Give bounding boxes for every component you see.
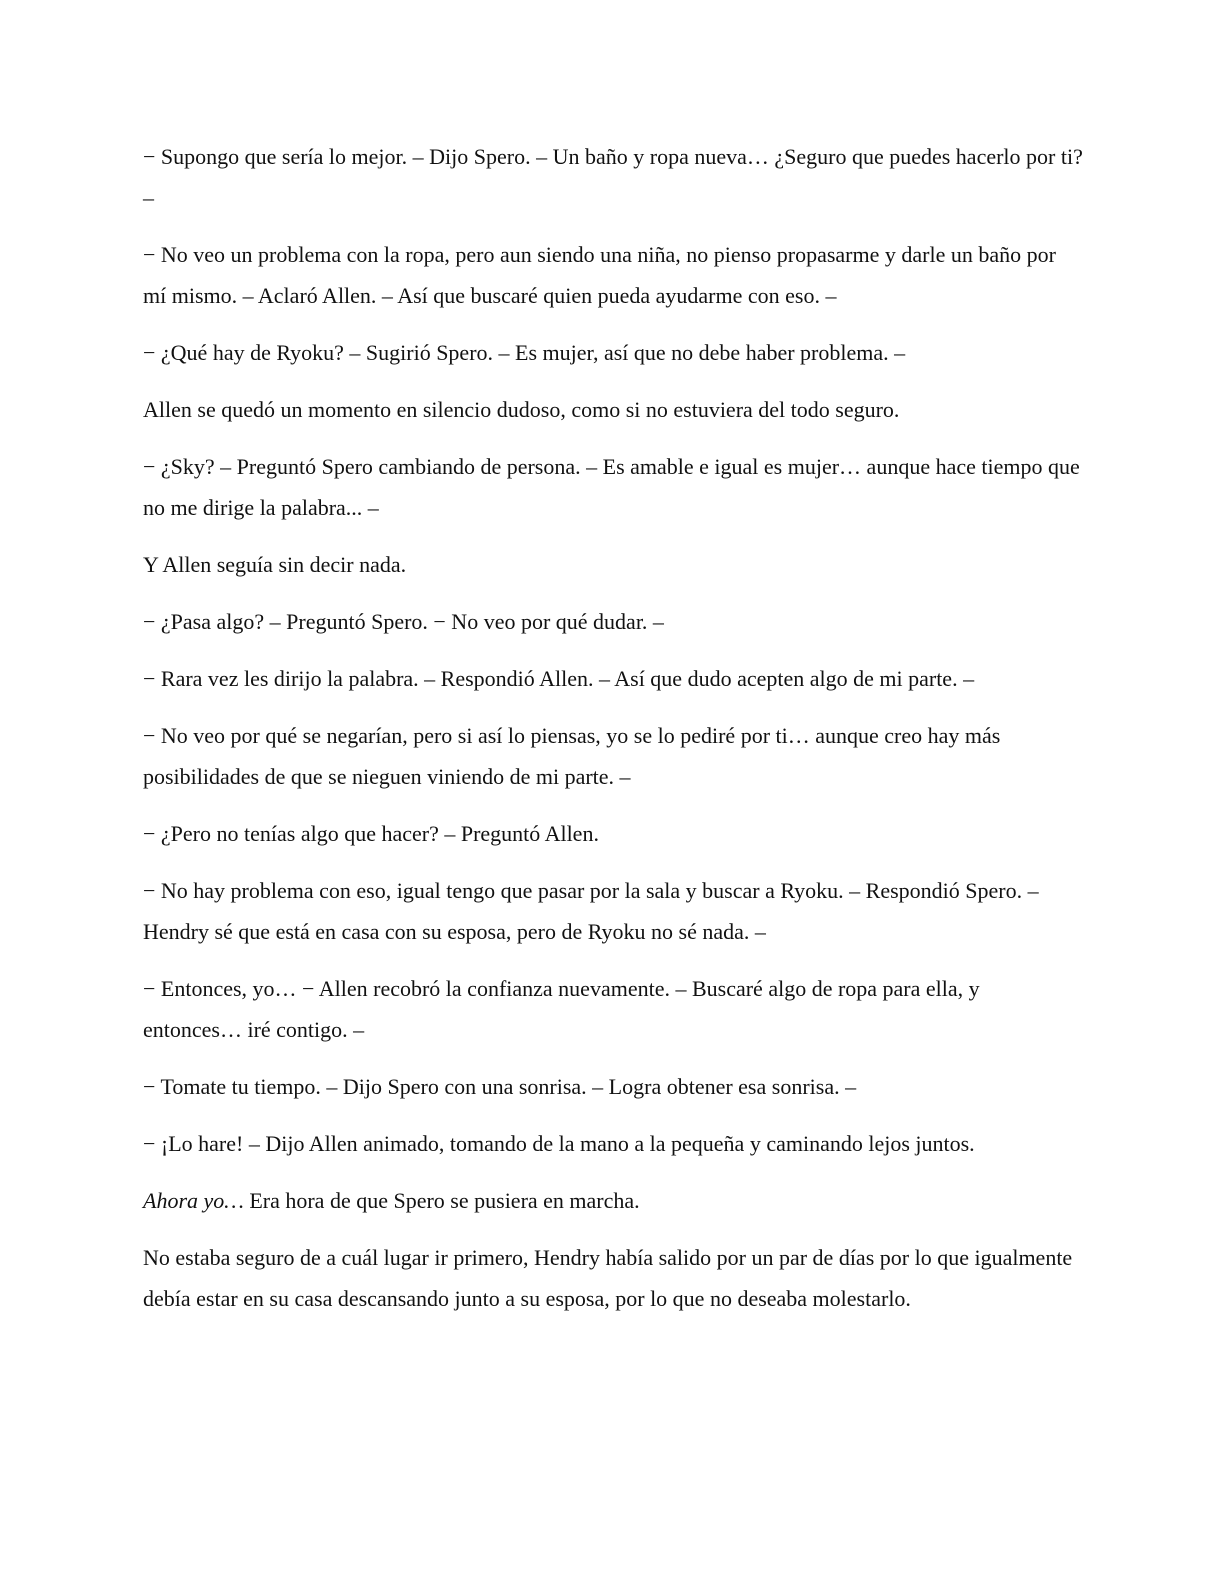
paragraph-9: − No veo por qué se negarían, pero si así lo piensas, yo se lo pediré por ti… aunque creo hay más posibilidades de que se nieguen viniendo de mi parte. – bbox=[143, 723, 1001, 789]
paragraph-7: − ¿Pasa algo? – Preguntó Spero. − No veo por qué dudar. – bbox=[143, 609, 664, 634]
paragraph-13: − Tomate tu tiempo. – Dijo Spero con una sonrisa. – Logra obtener esa sonrisa. – bbox=[143, 1074, 857, 1099]
paragraph-1: − Supongo que sería lo mejor. – Dijo Spero. – Un baño y ropa nueva… ¿Seguro que puedes hacerlo por ti? – bbox=[143, 144, 1083, 210]
italic-phrase: Ahora yo… bbox=[143, 1188, 244, 1213]
paragraph-5: − ¿Sky? – Preguntó Spero cambiando de persona. – Es amable e igual es mujer… aunque hace tiempo que no me dirige la palabra... – bbox=[143, 454, 1080, 520]
paragraph-8: − Rara vez les dirijo la palabra. – Respondió Allen. – Así que dudo acepten algo de mi parte. – bbox=[143, 666, 975, 691]
paragraph-4: Allen se quedó un momento en silencio dudoso, como si no estuviera del todo seguro. bbox=[143, 397, 900, 422]
document-body bbox=[143, 136, 1083, 1335]
paragraph-12: − Entonces, yo… − Allen recobró la confianza nuevamente. – Buscaré algo de ropa para ella, y entonces… iré contigo. – bbox=[143, 976, 980, 1042]
paragraph-15 bbox=[143, 1180, 1083, 1221]
paragraph-6: Y Allen seguía sin decir nada. bbox=[143, 552, 407, 577]
paragraph-11: − No hay problema con eso, igual tengo que pasar por la sala y buscar a Ryoku. – Respondió Spero. – Hendry sé que está en casa con su esposa, pero de Ryoku no sé nada. – bbox=[143, 878, 1039, 944]
paragraph-10: − ¿Pero no tenías algo que hacer? – Preguntó Allen. bbox=[143, 821, 599, 846]
paragraph-3: − ¿Qué hay de Ryoku? – Sugirió Spero. – Es mujer, así que no debe haber problema. – bbox=[143, 340, 906, 365]
paragraph-15-rest: Era hora de que Spero se pusiera en marcha. bbox=[243, 1188, 640, 1213]
paragraph-14: − ¡Lo hare! – Dijo Allen animado, tomando de la mano a la pequeña y caminando lejos juntos. bbox=[143, 1131, 975, 1156]
paragraph-16: No estaba seguro de a cuál lugar ir primero, Hendry había salido por un par de días por lo que igualmente debía estar en su casa descansando junto a su esposa, por lo que no deseaba molestarlo. bbox=[143, 1245, 1073, 1311]
paragraph-2: − No veo un problema con la ropa, pero aun siendo una niña, no pienso propasarme y darle un baño por mí mismo. – Aclaró Allen. – Así que buscaré quien pueda ayudarme con eso. – bbox=[143, 242, 1056, 308]
